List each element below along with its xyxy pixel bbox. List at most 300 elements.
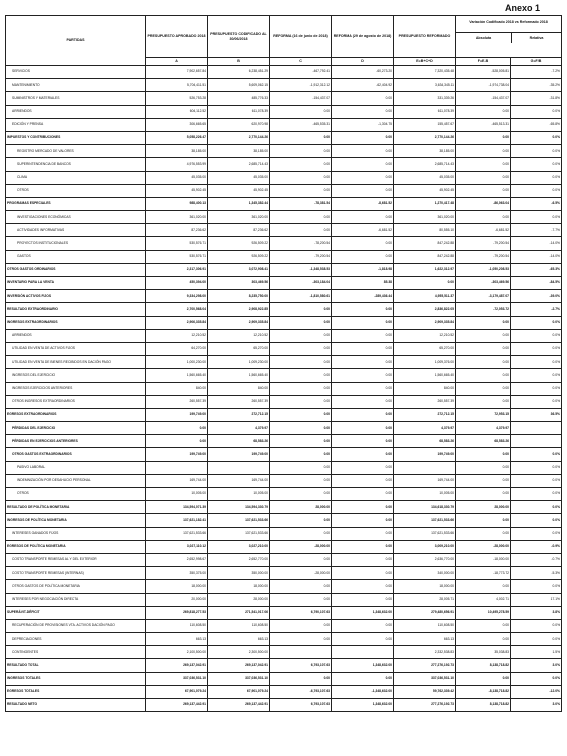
row-label: MANTENIMIENTO: [6, 79, 146, 92]
cell-f: 0.00: [456, 580, 511, 593]
cell-a: 269,818,277.53: [146, 606, 208, 619]
cell-e: 199,749.00: [394, 448, 456, 461]
cell-d: 0.00: [332, 501, 394, 514]
cell-a: 530,576.71: [146, 237, 208, 250]
table-row: [6, 145, 562, 158]
cell-f: 0.00: [456, 382, 511, 395]
cell-f: 0.00: [456, 633, 511, 646]
cell-g: 0.0%: [511, 171, 562, 184]
cell-b: 2,300,500.00: [208, 646, 270, 659]
cell-e: 2,836,822.05: [394, 303, 456, 316]
cell-d: 0.00: [332, 488, 394, 501]
table-body: [6, 66, 562, 712]
table-row: [6, 540, 562, 553]
cell-f: 0.00: [456, 329, 511, 342]
cell-d: 0.00: [332, 158, 394, 171]
cell-g: 0.0%: [511, 395, 562, 408]
cell-b: 485,776.33: [208, 92, 270, 105]
cell-a: 337,036,531.10: [146, 672, 208, 685]
cell-g: -2.7%: [511, 303, 562, 316]
cell-c: 0.00: [270, 488, 332, 501]
cell-d: 0.00: [332, 540, 394, 553]
cell-b: 110,608.50: [208, 619, 270, 632]
cell-f: -28,000.00: [456, 540, 511, 553]
row-label: PASIVO LABORAL: [6, 461, 146, 474]
header-col-d: REFORMA (29 de agosto de 2018): [332, 16, 394, 58]
table-row: [6, 158, 562, 171]
cell-b: 269,137,442.91: [208, 699, 270, 712]
cell-c: 0.00: [270, 171, 332, 184]
table-row: [6, 356, 562, 369]
cell-b: 18,000.00: [208, 580, 270, 593]
cell-c: 0.00: [270, 395, 332, 408]
row-label: INGRESOS EXTRAORDINARIOS: [6, 316, 146, 329]
row-label: ACTIVIDADES INFORMATIVAS: [6, 224, 146, 237]
cell-b: 1,560,665.40: [208, 369, 270, 382]
cell-g: -12.0%: [511, 685, 562, 698]
cell-f: 0.00: [456, 488, 511, 501]
cell-b: 620,970.98: [208, 118, 270, 131]
cell-e: 3,634,345.11: [394, 79, 456, 92]
cell-g: 3.0%: [511, 659, 562, 672]
cell-g: -0.7%: [511, 553, 562, 566]
table-row: [6, 646, 562, 659]
cell-e: 2,909,335.84: [394, 316, 456, 329]
cell-c: 0.00: [270, 211, 332, 224]
cell-a: 2,652,998.67: [146, 553, 208, 566]
cell-e: 68,583.26: [394, 435, 456, 448]
cell-e: 7,320,435.48: [394, 66, 456, 79]
table-row: [6, 448, 562, 461]
cell-g: -31.8%: [511, 92, 562, 105]
row-label: OTROS INGRESOS EXTRAORDINARIOS: [6, 395, 146, 408]
cell-b: 134,594,330.79: [208, 501, 270, 514]
cell-a: 1,000,230.00: [146, 356, 208, 369]
cell-e: 663.13: [394, 633, 456, 646]
table-row: [6, 211, 562, 224]
cell-a: 0.00: [146, 422, 208, 435]
cell-e: 2,332,538.83: [394, 646, 456, 659]
table-row: [6, 488, 562, 501]
cell-g: [511, 435, 562, 448]
cell-a: 64,270.00: [146, 342, 208, 355]
row-label: INTERESES GANADOS FIJOS: [6, 527, 146, 540]
cell-f: 35,038.83: [456, 646, 511, 659]
cell-f: 0.00: [456, 145, 511, 158]
cell-g: -7.2%: [511, 66, 562, 79]
cell-c: 0.00: [270, 316, 332, 329]
cell-b: 12,210.52: [208, 329, 270, 342]
cell-c: 0.00: [270, 158, 332, 171]
cell-f: -72,053.72: [456, 303, 511, 316]
cell-g: 0.0%: [511, 619, 562, 632]
cell-b: 926,509.22: [208, 237, 270, 250]
cell-a: 1,560,665.40: [146, 369, 208, 382]
row-label: REGISTRO MERCADO DE VALORES: [6, 145, 146, 158]
row-label: PROGRAMAS ESPECIALES: [6, 197, 146, 210]
cell-f: -86,063.04: [456, 197, 511, 210]
cell-b: 169,744.00: [208, 474, 270, 487]
cell-e: 279,480,656.91: [394, 606, 456, 619]
cell-a: 2,317,306.91: [146, 263, 208, 276]
cell-e: 840.00: [394, 382, 456, 395]
cell-e: 260,557.39: [394, 395, 456, 408]
cell-a: 530,576.71: [146, 250, 208, 263]
cell-a: 5,058,226.47: [146, 131, 208, 144]
cell-b: 2,685,714.43: [208, 158, 270, 171]
cell-c: 0.00: [270, 329, 332, 342]
cell-b: 271,541,017.06: [208, 606, 270, 619]
code-c: C: [270, 58, 332, 66]
cell-e: 65,270.00: [394, 342, 456, 355]
table-row: [6, 197, 562, 210]
row-label: COSTO TRANSPORTE REMESAS (INTERNAS): [6, 567, 146, 580]
cell-a: 199,749.00: [146, 408, 208, 421]
row-label: EGRESOS DE POLÍTICA MONETARIA: [6, 540, 146, 553]
cell-a: 137,621,533.66: [146, 527, 208, 540]
cell-f: 0.00: [456, 461, 511, 474]
cell-c: -154,437.07: [270, 92, 332, 105]
cell-b: 1,345,382.44: [208, 197, 270, 210]
cell-c: 6,790,107.63: [270, 606, 332, 619]
cell-a: 3,027,110.12: [146, 540, 208, 553]
cell-a: 45,902.45: [146, 184, 208, 197]
cell-f: -79,200.54: [456, 250, 511, 263]
cell-e: 277,276,192.73: [394, 699, 456, 712]
cell-f: -18,773.72: [456, 567, 511, 580]
cell-g: 0.0%: [511, 474, 562, 487]
header-col-e: PRESUPUESTO REFORMADO: [394, 16, 456, 58]
table-row: [6, 527, 562, 540]
cell-d: 0.00: [332, 369, 394, 382]
row-label: RECUPERACIÓN DE PROVISIONES VTA. ACTIVOS DACIÓN PAGO: [6, 619, 146, 632]
cell-e: 18,000.00: [394, 580, 456, 593]
cell-a: 7,902,657.84: [146, 66, 208, 79]
row-label: RESULTADO TOTAL: [6, 659, 146, 672]
cell-b: 28,000.00: [208, 593, 270, 606]
table-row: [6, 342, 562, 355]
cell-d: -1,818.98: [332, 263, 394, 276]
cell-a: 199,749.00: [146, 448, 208, 461]
cell-c: 0.00: [270, 580, 332, 593]
cell-d: 0.00: [332, 580, 394, 593]
cell-g: 0.0%: [511, 211, 562, 224]
cell-b: 3,027,210.00: [208, 540, 270, 553]
cell-c: 0.00: [270, 448, 332, 461]
cell-a: [146, 461, 208, 474]
cell-b: 45,035.00: [208, 171, 270, 184]
cell-b: 4,379.97: [208, 422, 270, 435]
cell-d: 0.00: [332, 356, 394, 369]
cell-e: 2,685,714.43: [394, 158, 456, 171]
table-row: [6, 316, 562, 329]
cell-c: 0.00: [270, 303, 332, 316]
cell-c: 0.00: [270, 105, 332, 118]
table-row: [6, 290, 562, 303]
cell-e: 4,955,511.37: [394, 290, 456, 303]
cell-g: 0.0%: [511, 501, 562, 514]
cell-b: 663.13: [208, 633, 270, 646]
cell-f: 72,953.15: [456, 408, 511, 421]
row-label: RESULTADO NETO: [6, 699, 146, 712]
cell-f: 68,583.26: [456, 435, 511, 448]
cell-a: 18,000.00: [146, 580, 208, 593]
cell-e: 272,712.15: [394, 408, 456, 421]
cell-e: 331,339.26: [394, 92, 456, 105]
cell-f: 0.00: [456, 369, 511, 382]
cell-b: 2,770,144.26: [208, 131, 270, 144]
cell-d: 0.00: [332, 395, 394, 408]
cell-a: 134,594,071.39: [146, 501, 208, 514]
cell-b: 65,270.00: [208, 342, 270, 355]
cell-d: -60,273.20: [332, 66, 394, 79]
cell-f: 0.00: [456, 514, 511, 527]
cell-d: -1,348,632.00: [332, 685, 394, 698]
cell-d: 0.00: [332, 382, 394, 395]
cell-d: 0.00: [332, 672, 394, 685]
cell-b: 45,902.45: [208, 184, 270, 197]
code-b: B: [208, 58, 270, 66]
cell-c: -79,200.54: [270, 250, 332, 263]
cell-b: 1,009,230.00: [208, 356, 270, 369]
cell-g: 0.0%: [511, 527, 562, 540]
table-row: [6, 250, 562, 263]
row-label: PÉRDIDAS EN EJERCICIOS ANTERIORES: [6, 435, 146, 448]
cell-d: 0.00: [332, 527, 394, 540]
cell-c: 0.00: [270, 593, 332, 606]
cell-a: 2,100,500.00: [146, 646, 208, 659]
cell-e: 38,185.00: [394, 145, 456, 158]
table-row: [6, 422, 562, 435]
cell-b: 2,908,922.85: [208, 303, 270, 316]
cell-b: 350,000.00: [208, 567, 270, 580]
table-row: [6, 303, 562, 316]
table-row: [6, 435, 562, 448]
table-row: [6, 277, 562, 290]
cell-d: 85.38: [332, 277, 394, 290]
table-row: [6, 606, 562, 619]
cell-g: 0.0%: [511, 329, 562, 342]
table-row: [6, 66, 562, 79]
cell-b: 67,901,079.24: [208, 685, 270, 698]
cell-g: 0.0%: [511, 448, 562, 461]
cell-g: 0.0%: [511, 461, 562, 474]
cell-g: -65.8%: [511, 118, 562, 131]
header-variation: [456, 16, 562, 58]
row-label: OTROS GASTOS DE POLÍTICA MONETARIA: [6, 580, 146, 593]
cell-g: -5.3%: [511, 567, 562, 580]
table-row: [6, 633, 562, 646]
variation-subheaders: [456, 32, 561, 43]
cell-f: -3,179,487.07: [456, 290, 511, 303]
cell-d: 0.00: [332, 422, 394, 435]
cell-c: 0.00: [270, 369, 332, 382]
cell-c: -78,200.54: [270, 237, 332, 250]
row-label: CLIMA: [6, 171, 146, 184]
cell-g: 0.0%: [511, 633, 562, 646]
cell-e: 340,000.00: [394, 567, 456, 580]
row-label: UTILIDAD EN VENTA DE BIENES RECIBIDOS EN DACIÓN PAGO: [6, 356, 146, 369]
row-label: EGRESOS TOTALES: [6, 685, 146, 698]
cell-d: 0.00: [332, 553, 394, 566]
cell-f: 0.00: [456, 527, 511, 540]
cell-g: 0.0%: [511, 356, 562, 369]
cell-g: 0.0%: [511, 514, 562, 527]
cell-g: 0.0%: [511, 184, 562, 197]
table-row: [6, 224, 562, 237]
header-col-c: REFORMA (16 de junio de 2018): [270, 16, 332, 58]
cell-c: 0.00: [270, 461, 332, 474]
row-label: INGRESOS EJERCICIOS ANTERIORES: [6, 382, 146, 395]
row-label: COSTO TRANSPORTE REMESAS AL Y DEL EXTERIOR: [6, 553, 146, 566]
cell-c: -6,793,107.63: [270, 685, 332, 698]
cell-g: 0.0%: [511, 382, 562, 395]
cell-b: 137,621,533.66: [208, 527, 270, 540]
cell-c: 0.00: [270, 619, 332, 632]
cell-g: 0.0%: [511, 145, 562, 158]
cell-e: 611,078.39: [394, 105, 456, 118]
cell-f: 8,138,718.82: [456, 659, 511, 672]
row-label: IMPUESTOS Y CONTRIBUCIONES: [6, 131, 146, 144]
cell-d: 0.00: [332, 514, 394, 527]
cell-c: 0.00: [270, 435, 332, 448]
cell-c: 0.00: [270, 356, 332, 369]
cell-e: 277,276,192.73: [394, 659, 456, 672]
cell-g: 0.0%: [511, 342, 562, 355]
cell-d: 0.00: [332, 408, 394, 421]
cell-c: -1,912,312.12: [270, 79, 332, 92]
cell-b: 840.00: [208, 382, 270, 395]
cell-c: 6,793,107.63: [270, 699, 332, 712]
cell-d: 0.00: [332, 342, 394, 355]
cell-e: 0.00: [394, 277, 456, 290]
row-label: PROYECTOS INSTITUCIONALES: [6, 237, 146, 250]
cell-b: 303,469.56: [208, 277, 270, 290]
cell-g: 0.0%: [511, 105, 562, 118]
cell-b: 260,557.39: [208, 395, 270, 408]
cell-e: 2,636,770.00: [394, 553, 456, 566]
cell-e: 80,555.10: [394, 224, 456, 237]
code-d: D: [332, 58, 394, 66]
cell-g: 3.8%: [511, 606, 562, 619]
cell-c: 0.00: [270, 131, 332, 144]
cell-f: -1,974,738.04: [456, 79, 511, 92]
cell-a: 4,976,553.99: [146, 158, 208, 171]
cell-d: 0.00: [332, 184, 394, 197]
cell-e: 45,902.45: [394, 184, 456, 197]
cell-c: -28,000.00: [270, 567, 332, 580]
code-f: F=E-B: [456, 58, 511, 66]
cell-c: -28,000.00: [270, 540, 332, 553]
table-row: [6, 580, 562, 593]
cell-f: 0.00: [456, 395, 511, 408]
row-label: PÉRDIDAS DEL EJERCICIO: [6, 422, 146, 435]
cell-b: [208, 461, 270, 474]
cell-d: -1,304.75: [332, 118, 394, 131]
header-col-b: PRESUPUESTO CODIFICADO AL 30/06/2018: [208, 16, 270, 58]
cell-e: 337,036,531.10: [394, 672, 456, 685]
cell-e: 10,005.00: [394, 488, 456, 501]
cell-g: 0.0%: [511, 369, 562, 382]
cell-e: 59,762,339.42: [394, 685, 456, 698]
row-label: UTILIDAD EN VENTA DE ACTIVOS FIJOS: [6, 342, 146, 355]
cell-e: 1,270,417.48: [394, 197, 456, 210]
cell-b: 361,020.00: [208, 211, 270, 224]
table-row: [6, 382, 562, 395]
cell-c: 28,000.00: [270, 501, 332, 514]
cell-b: 269,137,042.91: [208, 659, 270, 672]
cell-b: 137,621,533.66: [208, 514, 270, 527]
variation-title: Variación Codificado 2018 vs Reformado 2018: [469, 20, 548, 24]
cell-c: 0.00: [270, 553, 332, 566]
cell-g: 36.5%: [511, 408, 562, 421]
cell-f: -1,050,208.53: [456, 263, 511, 276]
cell-f: 4,379.97: [456, 422, 511, 435]
cell-c: 0.00: [270, 672, 332, 685]
header-col-a: PRESUPUESTO APROBADO 2018: [146, 16, 208, 58]
cell-a: 137,621,182.41: [146, 514, 208, 527]
cell-a: 5,704,411.51: [146, 79, 208, 92]
table-row: [6, 395, 562, 408]
row-label: OTROS: [6, 184, 146, 197]
cell-f: 0.00: [456, 316, 511, 329]
cell-a: 67,901,079.24: [146, 685, 208, 698]
cell-e: 28,005.71: [394, 593, 456, 606]
row-label: INVERSIÓN ACTIVOS FIJOS: [6, 290, 146, 303]
cell-e: 847,242.88: [394, 237, 456, 250]
cell-a: 0.00: [146, 435, 208, 448]
cell-d: [332, 646, 394, 659]
cell-c: 0.00: [270, 224, 332, 237]
cell-b: 68,583.26: [208, 435, 270, 448]
cell-e: 12,210.52: [394, 329, 456, 342]
cell-d: 1,348,632.00: [332, 699, 394, 712]
cell-f: 8,138,718.82: [456, 699, 511, 712]
cell-d: 0.00: [332, 435, 394, 448]
cell-g: 17.1%: [511, 593, 562, 606]
cell-d: -62,404.92: [332, 79, 394, 92]
cell-a: 604,112.52: [146, 105, 208, 118]
cell-a: 2,700,568.04: [146, 303, 208, 316]
cell-d: 0.00: [332, 448, 394, 461]
cell-d: 0.00: [332, 303, 394, 316]
row-label: SUPERÁVIT-DÉFICIT: [6, 606, 146, 619]
cell-c: 6,793,107.63: [270, 659, 332, 672]
cell-d: -8,681.52: [332, 197, 394, 210]
cell-a: 269,137,042.91: [146, 659, 208, 672]
cell-g: [511, 422, 562, 435]
cell-g: 0.0%: [511, 488, 562, 501]
cell-f: 0.00: [456, 158, 511, 171]
cell-c: -78,381.54: [270, 197, 332, 210]
cell-c: 0.00: [270, 633, 332, 646]
table-row: [6, 79, 562, 92]
cell-g: 0.0%: [511, 580, 562, 593]
table-row: [6, 699, 562, 712]
cell-d: 0.00: [332, 171, 394, 184]
table-row: [6, 131, 562, 144]
cell-b: 2,909,335.84: [208, 316, 270, 329]
cell-f: 0.00: [456, 211, 511, 224]
cell-e: 847,242.88: [394, 250, 456, 263]
cell-e: 169,744.00: [394, 474, 456, 487]
annex-title: Anexo 1: [505, 3, 541, 13]
cell-c: 0.00: [270, 382, 332, 395]
cell-g: -7.7%: [511, 224, 562, 237]
table-row: [6, 171, 562, 184]
cell-d: 1,348,632.00: [332, 659, 394, 672]
row-label: INGRESOS TOTALES: [6, 672, 146, 685]
